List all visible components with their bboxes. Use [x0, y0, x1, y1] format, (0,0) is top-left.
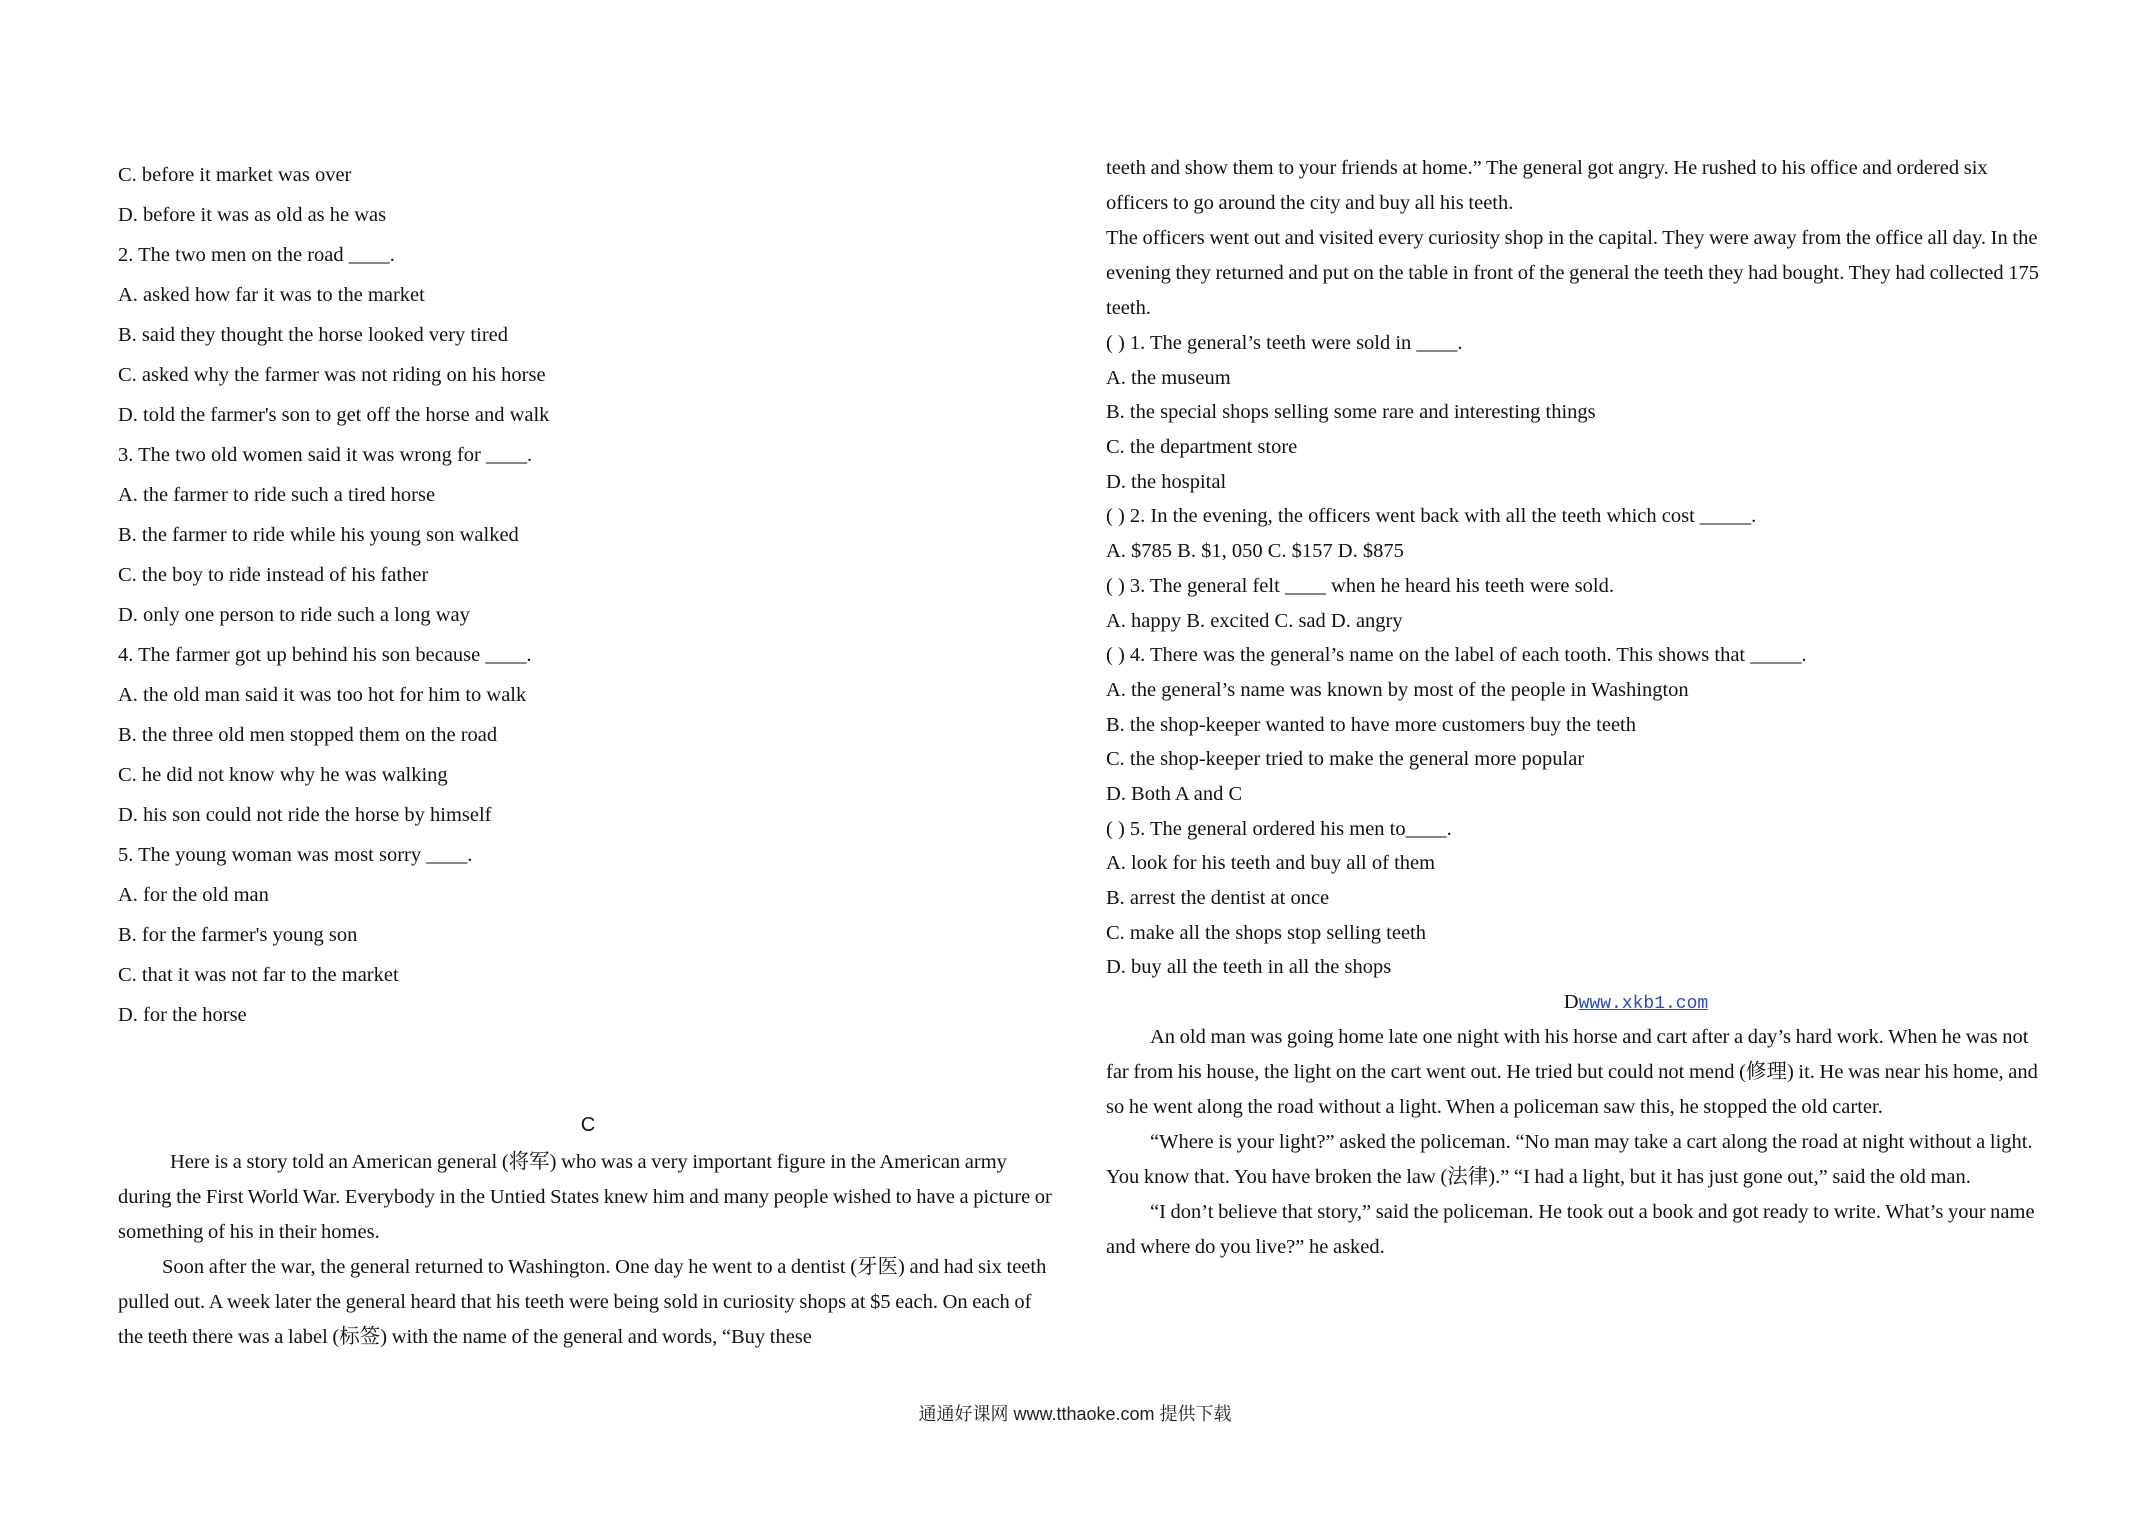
- question-line: D. for the horse: [118, 1004, 247, 1026]
- question-line: A. the museum: [1106, 366, 1231, 389]
- question-line: ( ) 3. The general felt ____ when he heard his teeth were sold.: [1106, 574, 1614, 597]
- passage-c: [118, 1145, 1056, 1355]
- section-c-heading: C: [580, 1114, 596, 1136]
- question-line: C. the department store: [1106, 436, 1298, 459]
- question-line: B. arrest the dentist at once: [1106, 887, 1330, 909]
- page-footer: 通通好课网 www.tthaoke.com 提供下载: [918, 1404, 1232, 1424]
- section-d-letter: D: [1563, 991, 1579, 1014]
- passage-d: [1106, 1020, 2046, 1265]
- question-line: B. the three old men stopped them on the road: [118, 724, 498, 746]
- passage-paragraph: Here is a story told an American general (将军) who was a very important figure in the American army during the First World War. Everybody in the Untied States knew him and many people wished to have a picture or something of his in their homes.: [118, 1151, 1052, 1243]
- question-line: B. the farmer to ride while his young son walked: [118, 524, 519, 546]
- question-line: A. for the old man: [118, 884, 269, 906]
- passage-paragraph: An old man was going home late one night with his horse and cart after a day’s hard work. When he was not far from his house, the light on the cart went out. He tried but could not mend (修理) it. He was near his home, and so he went along the road without a light. When a policeman saw this, he stopped the old carter.: [1106, 1025, 2038, 1118]
- question-line: ( ) 5. The general ordered his men to____.: [1106, 817, 1452, 840]
- question-line: A. the farmer to ride such a tired horse: [118, 484, 436, 506]
- question-line: B. the special shops selling some rare and interesting things: [1106, 401, 1596, 424]
- question-line: ( ) 4. There was the general’s name on the label of each tooth. This shows that _____.: [1106, 644, 1807, 667]
- question-line: B. for the farmer's young son: [118, 924, 358, 946]
- section-d-link[interactable]: www.xkb1.com: [1578, 994, 1709, 1015]
- question-line: 5. The young woman was most sorry ____.: [118, 844, 473, 866]
- question-line: D. his son could not ride the horse by himself: [118, 804, 492, 826]
- section-d-heading: [1106, 985, 2046, 1020]
- question-line: C. make all the shops stop selling teeth: [1106, 921, 1426, 944]
- question-line: ( ) 1. The general’s teeth were sold in ____.: [1106, 332, 1463, 354]
- question-line: C. before it market was over: [118, 164, 352, 186]
- passage-paragraph: The officers went out and visited every curiosity shop in the capital. They were away from the office all day. In the evening they returned and put on the table in front of the general the teeth they had bought. They had collected 175 teeth.: [1106, 227, 2039, 319]
- left-column: [118, 155, 1058, 1355]
- question-line: 3. The two old women said it was wrong for ____.: [118, 444, 533, 466]
- question-line: A. the general’s name was known by most of the people in Washington: [1106, 678, 1689, 701]
- passage-paragraph: “I don’t believe that story,” said the policeman. He took out a book and got ready to write. What’s your name and where do you live?” he asked.: [1106, 1200, 2035, 1258]
- question-line: 2. The two men on the road ____.: [118, 244, 395, 266]
- question-line: D. the hospital: [1106, 470, 1227, 493]
- question-line: B. the shop-keeper wanted to have more customers buy the teeth: [1106, 713, 1636, 736]
- question-line: A. the old man said it was too hot for him to walk: [118, 684, 527, 706]
- question-line: B. said they thought the horse looked very tired: [118, 324, 508, 346]
- question-line: C. that it was not far to the market: [118, 964, 399, 986]
- passage-paragraph: Soon after the war, the general returned to Washington. One day he went to a dentist (牙医) and had six teeth pulled out. A week later the general heard that his teeth were being sold in curiosity shops at $5 each. On each of the teeth there was a label (标签) with the name of the general and words, “Buy these: [118, 1256, 1047, 1348]
- question-line: D. buy all the teeth in all the shops: [1106, 956, 1392, 979]
- question-line: C. he did not know why he was walking: [118, 764, 448, 786]
- question-line: 4. The farmer got up behind his son because ____.: [118, 644, 532, 666]
- question-line: A. happy B. excited C. sad D. angry: [1106, 609, 1403, 632]
- question-line: A. look for his teeth and buy all of them: [1106, 852, 1436, 875]
- question-line: A. $785 B. $1, 050 C. $157 D. $875: [1106, 540, 1404, 563]
- question-line: C. asked why the farmer was not riding on his horse: [118, 364, 546, 386]
- question-line: D. only one person to ride such a long way: [118, 604, 470, 626]
- question-line: D. told the farmer's son to get off the horse and walk: [118, 404, 550, 426]
- passage-c-continued: [1106, 151, 2046, 326]
- question-line: A. asked how far it was to the market: [118, 284, 425, 306]
- right-column: [1106, 151, 2046, 1265]
- question-line: C. the shop-keeper tried to make the general more popular: [1106, 748, 1585, 771]
- passage-paragraph: “Where is your light?” asked the policeman. “No man may take a cart along the road at night without a light. You know that. You have broken the law (法律).” “I had a light, but it has just gone out,” said the old man.: [1106, 1130, 2033, 1188]
- question-line: ( ) 2. In the evening, the officers went back with all the teeth which cost _____.: [1106, 505, 1757, 528]
- question-line: D. before it was as old as he was: [118, 204, 387, 226]
- passage-paragraph: teeth and show them to your friends at home.” The general got angry. He rushed to his office and ordered six officers to go around the city and buy all his teeth.: [1106, 157, 1988, 214]
- question-line: C. the boy to ride instead of his father: [118, 564, 429, 586]
- question-line: D. Both A and C: [1106, 782, 1243, 805]
